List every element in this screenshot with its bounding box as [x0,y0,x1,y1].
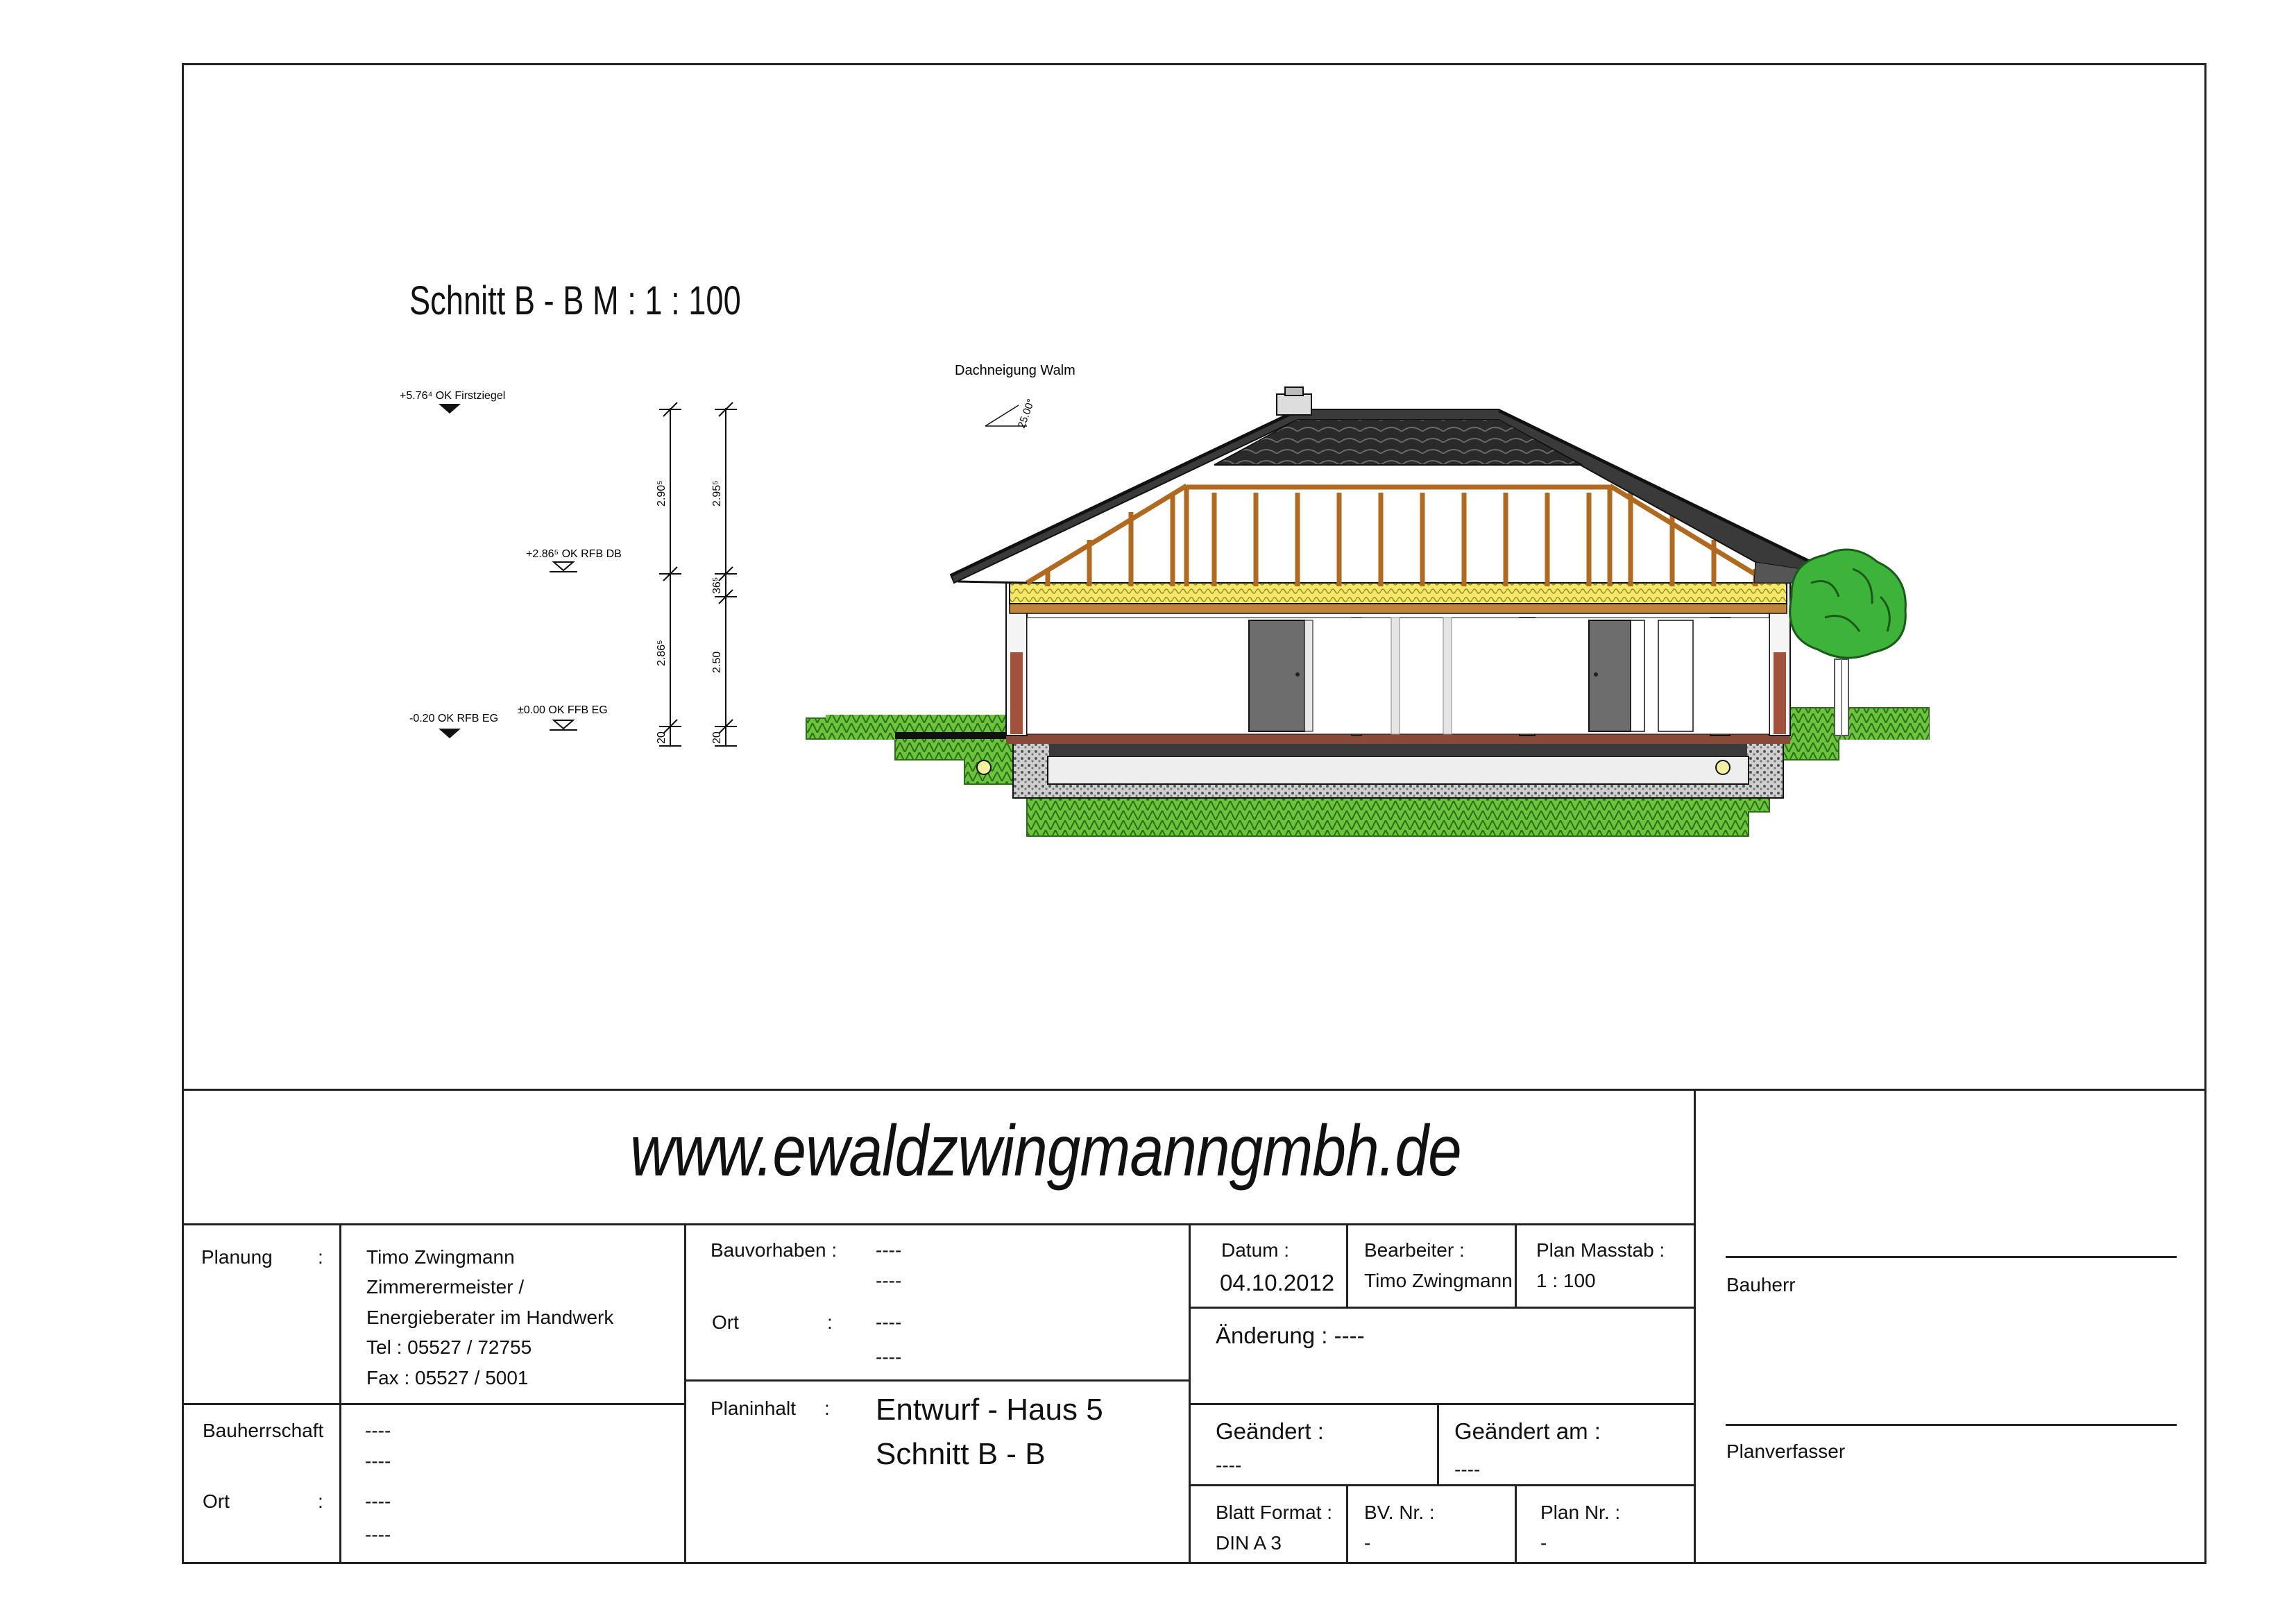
geaendert-value: ---- [1216,1454,1242,1476]
bauherrschaft-value-2: ---- [365,1450,391,1472]
planung-name: Timo Zwingmann [366,1246,515,1268]
ceiling-joists [1010,604,1787,613]
dim-col2-low: 20 [711,731,723,744]
bauherr-signature-line [1726,1256,2177,1258]
level-ffb-eg: ±0.00 OK FFB EG [518,704,608,716]
dim-col2-upper: 2.95⁵ [711,480,723,507]
ort2-colon: : [827,1311,833,1333]
bauherr-label: Bauherr [1726,1274,1796,1295]
dim-col2-mid: 2.50 [711,651,723,673]
level-marker-icon [439,404,461,414]
level-rfb-eg: -0.20 OK RFB EG [409,713,499,724]
planung-title: Zimmerermeister / [366,1276,525,1298]
titleblock-right-divider [1694,1089,1696,1564]
bauvorhaben-label: Bauvorhaben : [711,1239,837,1261]
ort-value-2: ---- [365,1524,391,1545]
geaendert-am-value: ---- [1454,1459,1481,1480]
level-marker-icon [554,562,573,570]
titleblock-top-rule [182,1089,2206,1091]
level-rfb-db: +2.86⁵ OK RFB DB [526,548,622,560]
planverfasser-signature-line [1726,1424,2177,1426]
bauherrschaft-label: Bauherrschaft [203,1420,324,1441]
geaendert-am-label: Geändert am : [1454,1418,1601,1444]
house-section [798,354,1936,853]
geaendert-label: Geändert : [1216,1418,1324,1444]
dim-col2-small: 36⁵ [711,577,723,594]
aenderung-label: Änderung : ---- [1216,1323,1365,1348]
planung-details [366,1242,613,1393]
titleblock-website-rule [182,1223,1694,1225]
bauherrschaft-value-1: ---- [365,1420,391,1441]
floor-insulation [1049,742,1747,756]
planung-fax: Fax : 05527 / 5001 [366,1366,529,1388]
drain-pipe-right [1716,760,1730,774]
ort-value-1: ---- [365,1490,391,1512]
datum-label: Datum : [1221,1239,1290,1261]
ort2-value-1: ---- [876,1311,902,1333]
bearbeiter-label: Bearbeiter : [1364,1239,1465,1261]
floor-finish [1006,734,1790,744]
bearbeiter-value: Timo Zwingmann [1364,1270,1513,1291]
door-frame-right [1658,620,1693,731]
ort2-value-2: ---- [876,1346,902,1368]
dim-col1-upper: 2.90⁵ [656,480,667,507]
dim-col1-low: 20 [656,731,667,744]
planung-label: Planung [201,1246,273,1268]
planung-colon: : [318,1246,323,1268]
angle-mark [985,405,1019,426]
planinhalt-colon: : [824,1397,830,1419]
level-marker-icon [554,720,573,729]
planinhalt-line-2: Schnitt B - B [876,1437,1046,1471]
planinhalt-line-1: Entwurf - Haus 5 [876,1393,1103,1427]
bvnr-value: - [1364,1532,1371,1554]
planverfasser-label: Planverfasser [1726,1441,1846,1462]
level-firstziegel: +5.76⁴ OK Firstziegel [400,390,506,402]
bvnr-label: BV. Nr. : [1364,1502,1435,1523]
website-url[interactable]: www.ewaldzwingmanngmbh.de [630,1111,1461,1191]
ort-colon: : [318,1490,323,1512]
planung-tel: Tel : 05527 / 72755 [366,1336,532,1359]
plannr-label: Plan Nr. : [1540,1502,1621,1523]
drawing-title: Schnitt B - B M : 1 : 100 [409,278,741,323]
bauvorhaben-value-1: ---- [876,1239,902,1261]
roof-pitch-label: Dachneigung Walm [955,363,1075,378]
level-markers [375,368,805,756]
level-marker-icon [439,729,461,738]
floor-slab [1048,756,1749,784]
masstab-label: Plan Masstab : [1536,1239,1665,1261]
blattformat-label: Blatt Format : [1216,1502,1333,1523]
ort-label: Ort [203,1490,230,1512]
datum-value: 04.10.2012 [1220,1270,1335,1295]
dim-col1-mid: 2.86⁵ [656,640,667,666]
planinhalt-label: Planinhalt [711,1397,796,1419]
ort2-label: Ort [712,1311,739,1333]
masstab-value: 1 : 100 [1536,1270,1596,1291]
planung-role: Energieberater im Handwerk [366,1306,614,1328]
bauvorhaben-value-2: ---- [876,1270,902,1291]
roof-angle: 25.00° [1015,397,1037,430]
roof-vent-icon [1277,394,1311,415]
drain-pipe-left [977,760,991,774]
plannr-value: - [1540,1532,1547,1554]
blattformat-value: DIN A 3 [1216,1532,1282,1554]
